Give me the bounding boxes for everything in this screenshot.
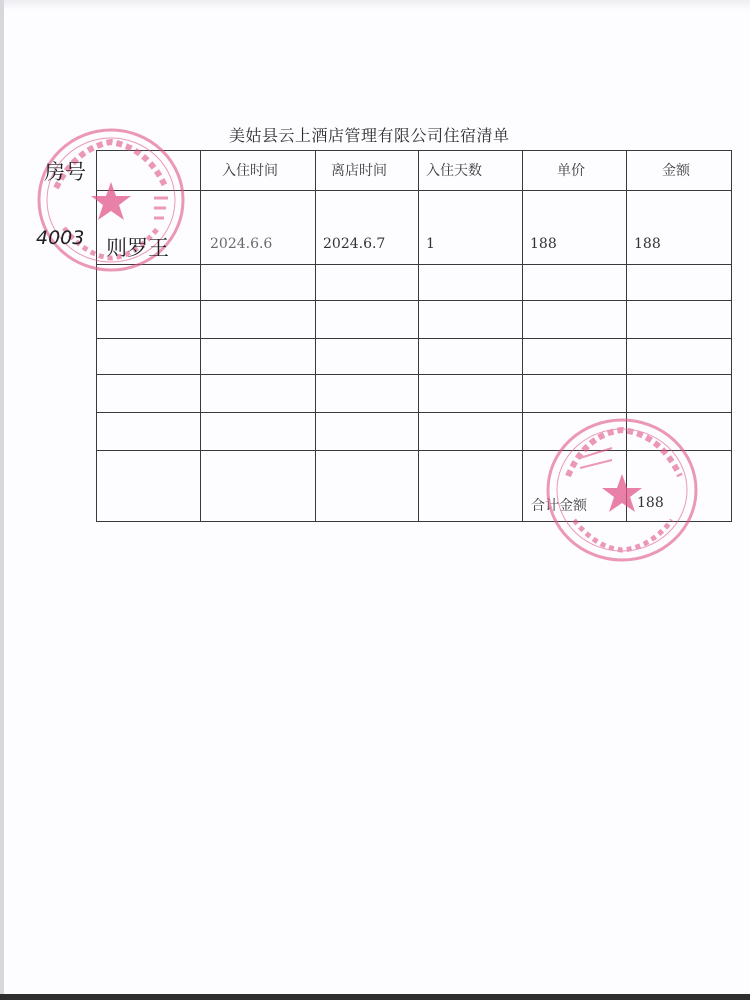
table-rule xyxy=(96,300,732,301)
scan-edge-top xyxy=(0,0,750,10)
document-title: 美姑县云上酒店管理有限公司住宿清单 xyxy=(229,126,510,145)
table-rule xyxy=(315,150,316,522)
scan-edge-bottom xyxy=(0,994,750,1000)
table-rule xyxy=(96,412,732,413)
cell-nights: 1 xyxy=(426,236,435,252)
scan-edge-left xyxy=(0,0,4,1000)
table-rule xyxy=(731,150,732,522)
table-rule xyxy=(96,264,732,265)
table-rule xyxy=(200,150,201,522)
header-checkin: 入住时间 xyxy=(222,163,278,179)
header-checkout: 离店时间 xyxy=(331,163,387,179)
header-amount: 金额 xyxy=(662,163,690,179)
cell-unit-price: 188 xyxy=(530,236,557,252)
table-rule xyxy=(96,150,732,151)
cell-amount: 188 xyxy=(634,236,661,252)
handwritten-room-number: 4003 xyxy=(36,227,85,249)
header-nights: 入住天数 xyxy=(426,163,482,179)
cell-checkout: 2024.6.7 xyxy=(323,236,386,252)
table-rule xyxy=(96,190,732,191)
total-value: 188 xyxy=(637,495,664,511)
table-rule xyxy=(418,150,419,522)
total-label: 合计金额 xyxy=(531,498,587,514)
table-rule xyxy=(96,374,732,375)
handwritten-guest-name: 则罗王 xyxy=(106,236,169,260)
header-unit-price: 单价 xyxy=(557,163,585,179)
handwritten-room-label: 房号 xyxy=(44,160,86,184)
table-rule xyxy=(522,150,523,522)
company-seal-right xyxy=(546,418,701,563)
cell-checkin: 2024.6.6 xyxy=(210,236,273,252)
table-rule xyxy=(96,338,732,339)
